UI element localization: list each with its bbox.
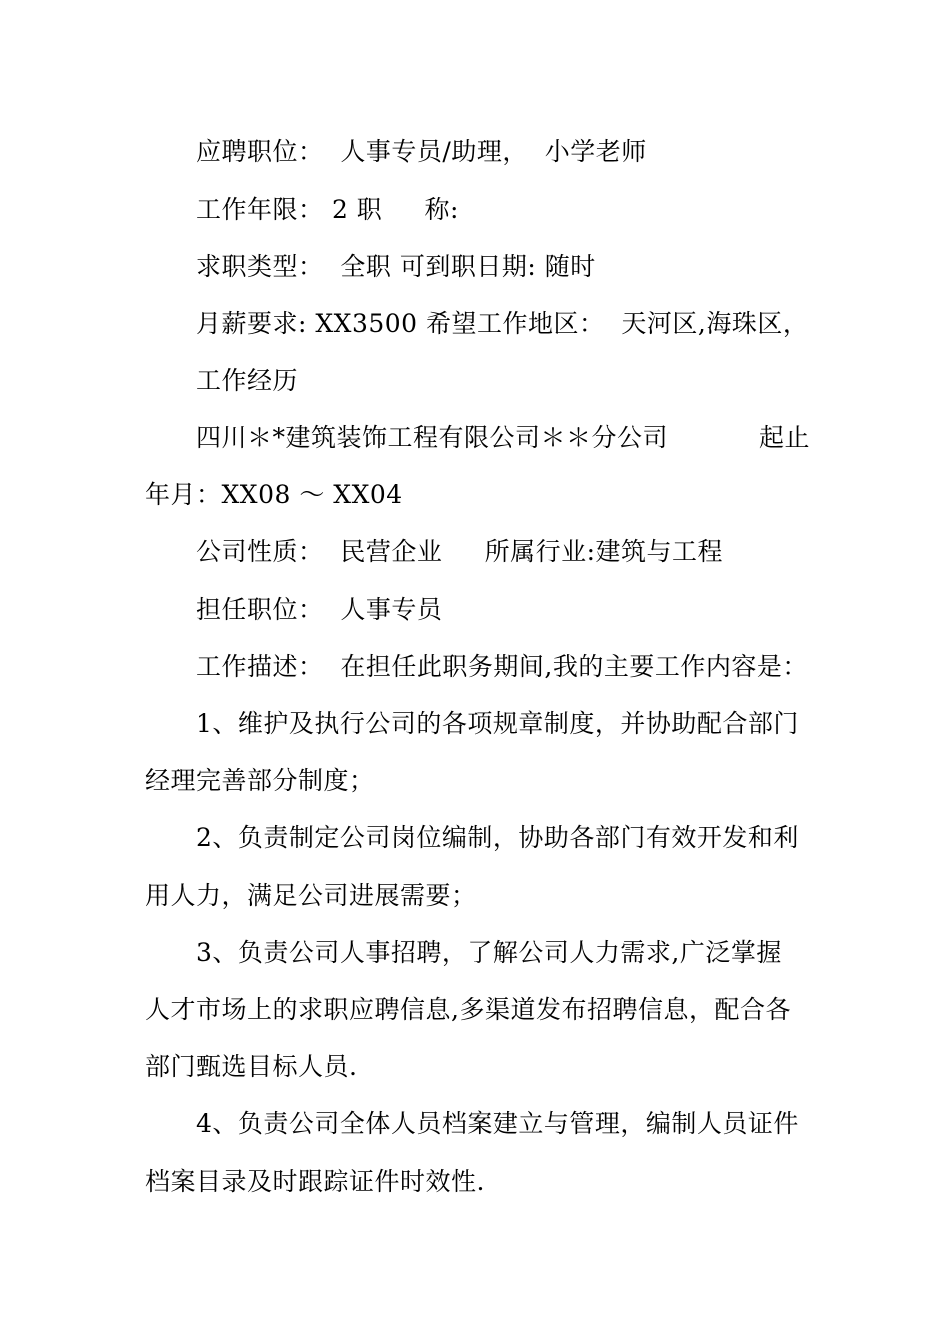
company-name: 四川＊*建筑装饰工程有限公司＊＊分公司 xyxy=(196,423,669,452)
list-item-4-line-1: 4、负责公司全体人员档案建立与管理，编制人员证件 xyxy=(196,1109,799,1138)
list-item-1-line-2: 经理完善部分制度； xyxy=(145,766,375,795)
text-line-years: 工作年限： 2 职 称: xyxy=(196,195,459,224)
text-line-description: 工作描述： 在担任此职务期间,我的主要工作内容是： xyxy=(196,652,808,681)
text-line-job-type: 求职类型： 全职 可到职日期: 随时 xyxy=(196,252,596,281)
section-heading-work-history: 工作经历 xyxy=(196,366,299,395)
list-item-2-line-2: 用人力，满足公司进展需要； xyxy=(145,881,477,910)
list-item-1-line-1: 1、维护及执行公司的各项规章制度，并协助配合部门 xyxy=(196,709,799,738)
text-line-position: 应聘职位： 人事专员/助理， 小学老师 xyxy=(196,137,647,166)
list-item-3-line-1: 3、负责公司人事招聘，了解公司人力需求,广泛掌握 xyxy=(196,938,782,967)
period-label-start: 起止 xyxy=(758,423,810,452)
list-item-3-line-2: 人才市场上的求职应聘信息,多渠道发布招聘信息，配合各 xyxy=(145,995,791,1024)
list-item-3-line-3: 部门甄选目标人员. xyxy=(145,1052,358,1081)
list-item-4-line-2: 档案目录及时跟踪证件时效性. xyxy=(145,1167,485,1196)
text-line-company xyxy=(196,422,810,454)
list-item-2-line-1: 2、负责制定公司岗位编制，协助各部门有效开发和利 xyxy=(196,823,799,852)
text-line-company-type: 公司性质： 民营企业 所属行业:建筑与工程 xyxy=(196,537,724,566)
text-line-period: 年月：XX08 ～ XX04 xyxy=(145,480,403,509)
text-line-role: 担任职位： 人事专员 xyxy=(196,595,443,624)
text-line-salary: 月薪要求: XX3500 希望工作地区： 天河区,海珠区， xyxy=(196,309,809,338)
